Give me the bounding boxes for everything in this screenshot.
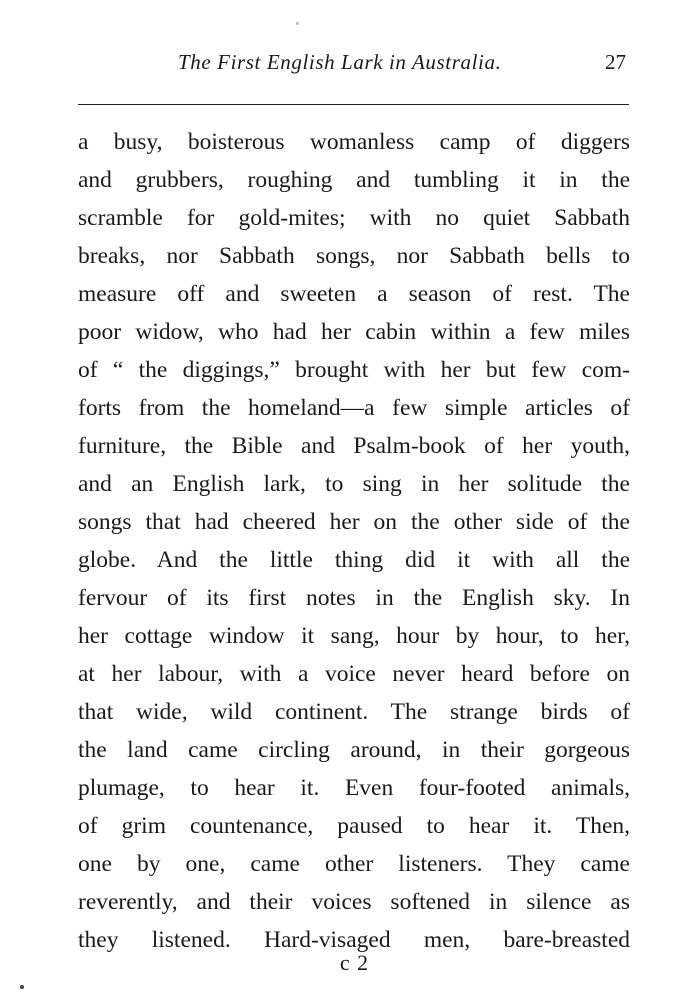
text-line: furniture, the Bible and Psalm-book of her youth, bbox=[78, 433, 630, 459]
text-line: the land came circling around, in their gorgeous bbox=[78, 737, 630, 763]
signature-mark: c 2 bbox=[339, 950, 370, 975]
text-line: of “ the diggings,” brought with her but few com- bbox=[78, 357, 630, 383]
text-line: measure off and sweeten a season of rest. The bbox=[78, 281, 630, 307]
text-line: reverently, and their voices softened in silence as bbox=[78, 889, 630, 915]
text-line: breaks, nor Sabbath songs, nor Sabbath bells to bbox=[78, 243, 630, 269]
running-title: The First English Lark in Australia. bbox=[178, 50, 502, 74]
text-line: her cottage window it sang, hour by hour, to her, bbox=[78, 623, 630, 649]
text-line: plumage, to hear it. Even four-footed animals, bbox=[78, 775, 630, 801]
text-line: fervour of its first notes in the English sky. In bbox=[78, 585, 630, 611]
header-rule bbox=[78, 104, 629, 105]
print-speck bbox=[296, 22, 299, 25]
body-text bbox=[78, 123, 630, 959]
print-speck bbox=[20, 985, 24, 989]
text-line: songs that had cheered her on the other side of the bbox=[78, 509, 630, 535]
text-line: they listened. Hard-visaged men, bare-breasted bbox=[78, 927, 630, 953]
text-line: of grim countenance, paused to hear it. Then, bbox=[78, 813, 630, 839]
text-line: scramble for gold-mites; with no quiet Sabbath bbox=[78, 205, 630, 231]
text-line: forts from the homeland—a few simple articles of bbox=[78, 395, 630, 421]
text-line: one by one, came other listeners. They came bbox=[78, 851, 630, 877]
text-line: poor widow, who had her cabin within a few miles bbox=[78, 319, 630, 345]
running-head bbox=[78, 46, 628, 76]
page-number: 27 bbox=[605, 50, 626, 74]
text-line: and grubbers, roughing and tumbling it in the bbox=[78, 167, 630, 193]
text-line: at her labour, with a voice never heard before on bbox=[78, 661, 630, 687]
text-line: a busy, boisterous womanless camp of diggers bbox=[78, 129, 630, 155]
text-line: and an English lark, to sing in her solitude the bbox=[78, 471, 630, 497]
text-line: globe. And the little thing did it with all the bbox=[78, 547, 630, 573]
text-line: that wide, wild continent. The strange birds of bbox=[78, 699, 630, 725]
